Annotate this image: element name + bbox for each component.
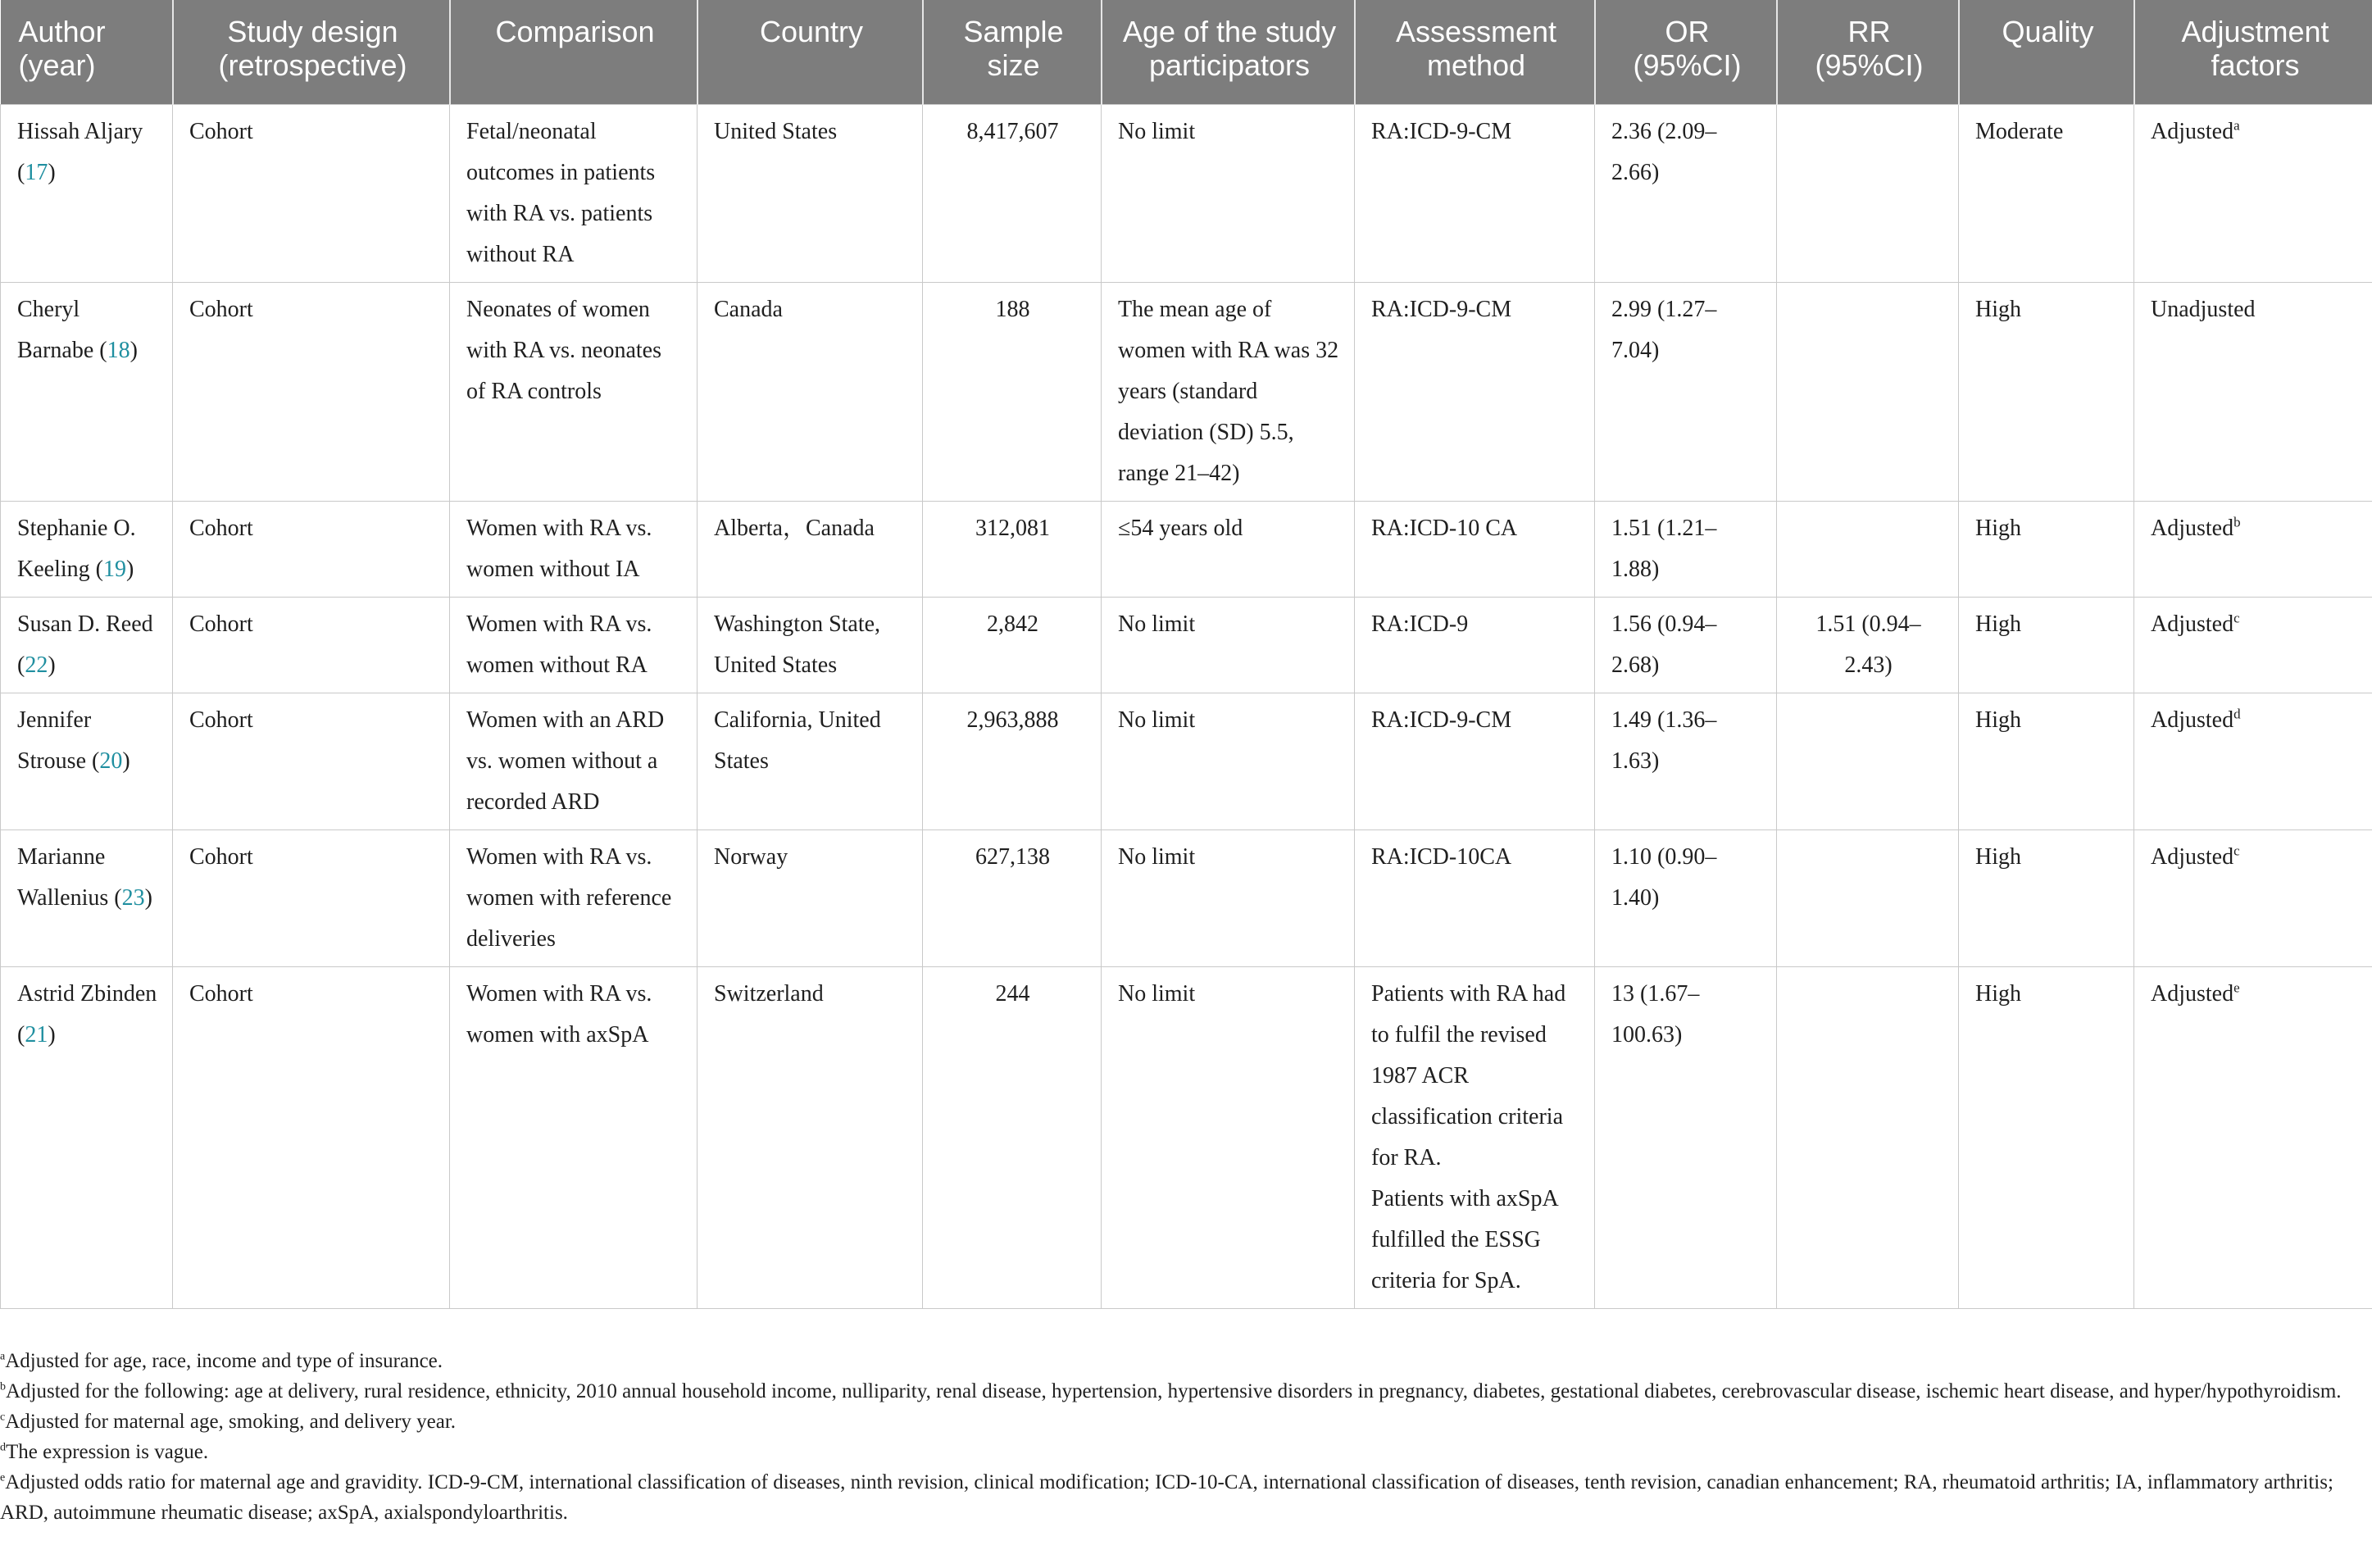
or-cell: 1.10 (0.90–1.40) bbox=[1595, 829, 1777, 966]
or-cell: 13 (1.67–100.63) bbox=[1595, 966, 1777, 1308]
adjustment-cell: Adjusted$^d$ bbox=[2134, 693, 2372, 829]
country-cell: United States bbox=[698, 104, 923, 282]
header-country: Country bbox=[698, 0, 923, 104]
author-cell: Susan D. Reed (22) bbox=[1, 597, 173, 693]
comparison-cell: Fetal/neonatal outcomes in patients with RA vs. patients without RA bbox=[450, 104, 698, 282]
footnote: $^c$Adjusted for maternal age, smoking, and delivery year. bbox=[0, 1411, 457, 1433]
reference-link[interactable]: 17 bbox=[25, 159, 48, 185]
design-cell: Cohort bbox=[173, 104, 450, 282]
adjustment-cell: Adjusted$^e$ bbox=[2134, 966, 2372, 1308]
table-row bbox=[1, 829, 2372, 966]
quality-cell: High bbox=[1959, 501, 2134, 597]
reference-link[interactable]: 21 bbox=[25, 1021, 48, 1048]
header-comparison: Comparison bbox=[450, 0, 698, 104]
header-row bbox=[1, 0, 2372, 104]
header-author: Author (year) bbox=[1, 0, 173, 104]
author-cell: Marianne Wallenius (23) bbox=[1, 829, 173, 966]
assessment-cell: RA:ICD-9-CM bbox=[1355, 104, 1595, 282]
rr-cell bbox=[1777, 282, 1959, 501]
country-cell: California, United States bbox=[698, 693, 923, 829]
rr-cell bbox=[1777, 104, 1959, 282]
sample-size-cell: 2,963,888 bbox=[923, 693, 1102, 829]
design-cell: Cohort bbox=[173, 966, 450, 1308]
header-study-design: Study design (retrospective) bbox=[173, 0, 450, 104]
design-cell: Cohort bbox=[173, 282, 450, 501]
age-cell: No limit bbox=[1102, 693, 1355, 829]
table-row bbox=[1, 966, 2372, 1308]
or-cell: 1.51 (1.21–1.88) bbox=[1595, 501, 1777, 597]
reference-link[interactable]: 20 bbox=[99, 748, 123, 774]
comparison-cell: Women with RA vs. women without RA bbox=[450, 597, 698, 693]
table-row bbox=[1, 104, 2372, 282]
or-cell: 1.56 (0.94–2.68) bbox=[1595, 597, 1777, 693]
comparison-cell: Women with RA vs. women without IA bbox=[450, 501, 698, 597]
sample-size-cell: 627,138 bbox=[923, 829, 1102, 966]
age-cell: No limit bbox=[1102, 597, 1355, 693]
age-cell: No limit bbox=[1102, 104, 1355, 282]
assessment-cell: Patients with RA had to fulfil the revised 1987 ACR classification criteria for RA. Patients with axSpA fulfilled the ESSG criteria for SpA. bbox=[1355, 966, 1595, 1308]
footnote: $^e$Adjusted odds ratio for maternal age and gravidity. ICD-9-CM, international classification of diseases, ninth revision, clinical modification; ICD-10-CA, international classification of diseases, tenth revision, canadian enhancement; RA, rheumatoid arthritis; IA, inflammatory arthritis; ARD, autoimmune rheumatic disease; axSpA, axialspondyloarthritis. bbox=[0, 1471, 2333, 1524]
country-cell: Switzerland bbox=[698, 966, 923, 1308]
table-row bbox=[1, 693, 2372, 829]
sample-size-cell: 188 bbox=[923, 282, 1102, 501]
author-cell: Cheryl Barnabe (18) bbox=[1, 282, 173, 501]
quality-cell: High bbox=[1959, 693, 2134, 829]
quality-cell: High bbox=[1959, 966, 2134, 1308]
reference-link[interactable]: 19 bbox=[102, 556, 126, 582]
comparison-cell: Neonates of women with RA vs. neonates of RA controls bbox=[450, 282, 698, 501]
sample-size-cell: 244 bbox=[923, 966, 1102, 1308]
sample-size-cell: 8,417,607 bbox=[923, 104, 1102, 282]
country-cell: Norway bbox=[698, 829, 923, 966]
country-cell: Canada bbox=[698, 282, 923, 501]
adjustment-cell: Adjusted$^c$ bbox=[2134, 829, 2372, 966]
adjustment-cell: Adjusted$^c$ bbox=[2134, 597, 2372, 693]
quality-cell: Moderate bbox=[1959, 104, 2134, 282]
adjustment-cell: Adjusted$^b$ bbox=[2134, 501, 2372, 597]
footnotes bbox=[0, 1346, 2361, 1528]
rr-cell bbox=[1777, 966, 1959, 1308]
age-cell: No limit bbox=[1102, 966, 1355, 1308]
assessment-cell: RA:ICD-9-CM bbox=[1355, 693, 1595, 829]
comparison-cell: Women with RA vs. women with reference deliveries bbox=[450, 829, 698, 966]
country-cell: Washington State, United States bbox=[698, 597, 923, 693]
quality-cell: High bbox=[1959, 282, 2134, 501]
table-row bbox=[1, 597, 2372, 693]
header-or: OR (95%CI) bbox=[1595, 0, 1777, 104]
or-cell: 1.49 (1.36–1.63) bbox=[1595, 693, 1777, 829]
or-cell: 2.99 (1.27–7.04) bbox=[1595, 282, 1777, 501]
rr-cell: 1.51 (0.94–2.43) bbox=[1777, 597, 1959, 693]
author-cell: Hissah Aljary (17) bbox=[1, 104, 173, 282]
age-cell: The mean age of women with RA was 32 years (standard deviation (SD) 5.5, range 21–42) bbox=[1102, 282, 1355, 501]
header-age: Age of the study participators bbox=[1102, 0, 1355, 104]
rr-cell bbox=[1777, 501, 1959, 597]
age-cell: ≤54 years old bbox=[1102, 501, 1355, 597]
author-cell: Jennifer Strouse (20) bbox=[1, 693, 173, 829]
adjustment-cell: Adjusted$^a$ bbox=[2134, 104, 2372, 282]
footnote: $^a$Adjusted for age, race, income and type of insurance. bbox=[0, 1350, 443, 1372]
header-sample-size: Sample size bbox=[923, 0, 1102, 104]
rr-cell bbox=[1777, 829, 1959, 966]
design-cell: Cohort bbox=[173, 501, 450, 597]
comparison-cell: Women with RA vs. women with axSpA bbox=[450, 966, 698, 1308]
or-cell: 2.36 (2.09–2.66) bbox=[1595, 104, 1777, 282]
adjustment-cell: Unadjusted bbox=[2134, 282, 2372, 501]
quality-cell: High bbox=[1959, 829, 2134, 966]
table-row bbox=[1, 501, 2372, 597]
assessment-cell: RA:ICD-10 CA bbox=[1355, 501, 1595, 597]
header-rr: RR (95%CI) bbox=[1777, 0, 1959, 104]
author-cell: Stephanie O. Keeling (19) bbox=[1, 501, 173, 597]
quality-cell: High bbox=[1959, 597, 2134, 693]
rr-cell bbox=[1777, 693, 1959, 829]
header-assessment: Assessment method bbox=[1355, 0, 1595, 104]
footnote: $^d$The expression is vague. bbox=[0, 1441, 209, 1463]
sample-size-cell: 312,081 bbox=[923, 501, 1102, 597]
header-quality: Quality bbox=[1959, 0, 2134, 104]
assessment-cell: RA:ICD-9-CM bbox=[1355, 282, 1595, 501]
sample-size-cell: 2,842 bbox=[923, 597, 1102, 693]
design-cell: Cohort bbox=[173, 597, 450, 693]
reference-link[interactable]: 23 bbox=[121, 884, 145, 911]
comparison-cell: Women with an ARD vs. women without a recorded ARD bbox=[450, 693, 698, 829]
header-adjustment: Adjustment factors bbox=[2134, 0, 2372, 104]
reference-link[interactable]: 22 bbox=[25, 652, 48, 678]
design-cell: Cohort bbox=[173, 829, 450, 966]
assessment-cell: RA:ICD-9 bbox=[1355, 597, 1595, 693]
footnote: $^b$Adjusted for the following: age at delivery, rural residence, ethnicity, 2010 annual household income, nulliparity, renal disease, hypertension, hypertensive disorders in pregnancy, diabetes, gestational diabetes, cerebrovascular disease, ischemic heart disease, and hyper/hypothyroidism. bbox=[0, 1380, 2342, 1402]
reference-link[interactable]: 18 bbox=[107, 337, 130, 363]
table-row bbox=[1, 282, 2372, 501]
design-cell: Cohort bbox=[173, 693, 450, 829]
author-cell: Astrid Zbinden (21) bbox=[1, 966, 173, 1308]
assessment-cell: RA:ICD-10CA bbox=[1355, 829, 1595, 966]
age-cell: No limit bbox=[1102, 829, 1355, 966]
country-cell: Alberta，Canada bbox=[698, 501, 923, 597]
